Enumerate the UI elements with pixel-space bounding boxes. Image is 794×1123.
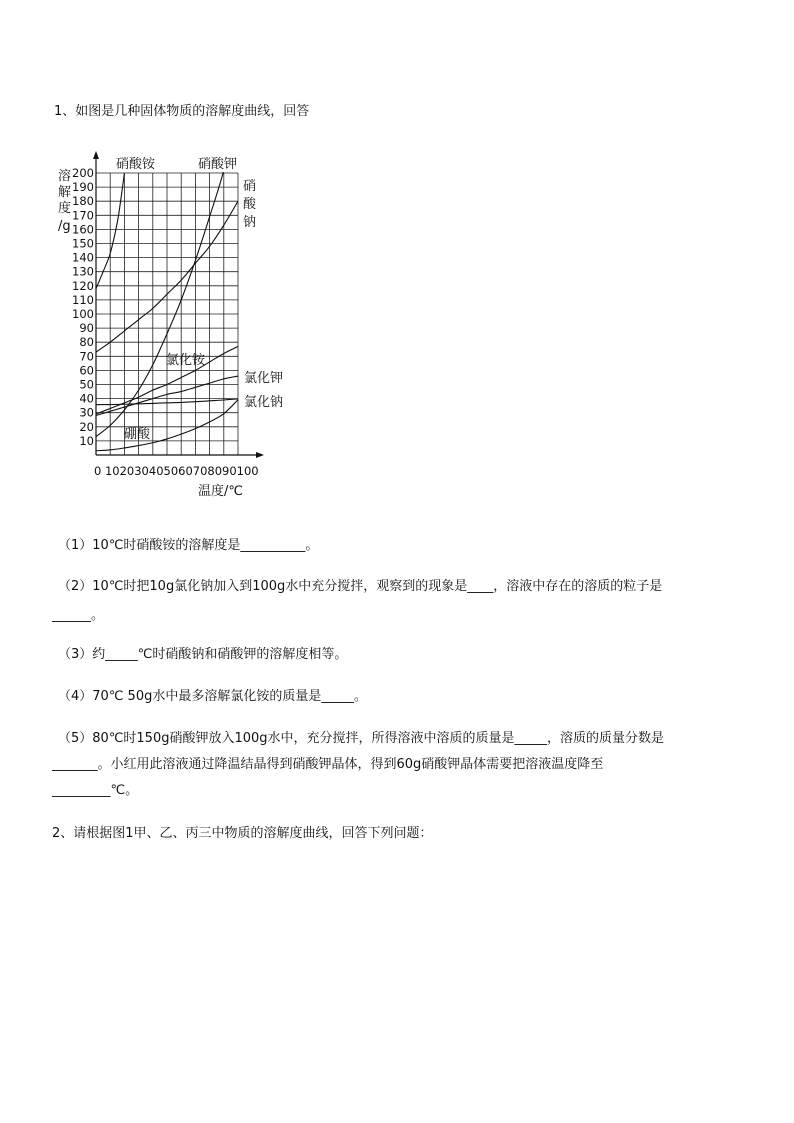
y-tick-label: 70 xyxy=(79,349,94,364)
y-tick-label: 10 xyxy=(79,433,94,448)
label-nano3-char: 硝 xyxy=(243,179,257,194)
label-nh4cl: 氯化铵 xyxy=(166,353,206,368)
question-1-part-5-cont: _______。小红用此溶液通过降温结晶得到硝酸钾晶体，得到60g硝酸钾晶体需要把溶液温度降至 xyxy=(52,757,604,772)
x-tick-labels: 0 102030405060708090100 xyxy=(94,464,259,478)
question-1-part-5: （5）80℃时150g硝酸钾放入100g水中，充分搅拌，所得溶液中溶质的质量是_____，溶质的质量分数是 xyxy=(58,731,665,746)
label-nh4no3: 硝酸铵 xyxy=(116,157,156,172)
y-tick-label: 90 xyxy=(79,321,94,336)
label-h3bo3: 硼酸 xyxy=(124,427,151,442)
curve-labels xyxy=(116,156,283,442)
x-axis-arrow xyxy=(256,452,264,458)
y-tick-label: 120 xyxy=(72,278,94,293)
question-2-stem: 2、请根据图1甲、乙、丙三中物质的溶解度曲线，回答下列问题： xyxy=(52,826,433,841)
chart-grid xyxy=(96,173,238,455)
y-axis-arrow xyxy=(93,151,99,159)
y-axis-label-char: 溶 xyxy=(58,169,72,184)
y-tick-label: 200 xyxy=(72,166,94,180)
y-tick-label: 40 xyxy=(79,391,94,406)
y-tick-label: 30 xyxy=(79,405,94,420)
y-axis-label xyxy=(58,168,71,234)
y-tick-label: 140 xyxy=(72,250,94,265)
label-nacl: 氯化钠 xyxy=(244,395,284,410)
x-axis-label: 温度/℃ xyxy=(198,484,243,499)
question-1-part-1: （1）10℃时硝酸铵的溶解度是__________。 xyxy=(58,538,319,553)
y-axis-label-char: /g xyxy=(58,219,71,234)
question-1-part-4: （4）70℃ 50g水中最多溶解氯化铵的质量是_____。 xyxy=(58,689,367,704)
label-nano3-char: 酸 xyxy=(243,197,257,212)
y-tick-label: 190 xyxy=(72,180,94,195)
label-kcl: 氯化钾 xyxy=(244,371,284,386)
y-tick-labels xyxy=(72,166,94,448)
y-tick-label: 150 xyxy=(72,236,94,251)
y-tick-label: 100 xyxy=(72,307,94,321)
y-tick-label: 60 xyxy=(79,363,94,378)
label-nano3-char: 钠 xyxy=(243,215,257,230)
question-1-part-2: （2）10℃时把10g氯化钠加入到100g水中充分搅拌，观察到的现象是____，溶液中存在的溶质的粒子是 xyxy=(58,579,663,594)
label-kno3: 硝酸钾 xyxy=(198,157,238,172)
solubility-chart xyxy=(50,148,310,508)
y-tick-label: 80 xyxy=(79,335,94,350)
y-tick-label: 20 xyxy=(79,419,94,434)
question-1-stem: 1、如图是几种固体物质的溶解度曲线，回答 xyxy=(54,104,310,119)
y-axis-label-char: 解 xyxy=(58,185,72,200)
y-tick-label: 110 xyxy=(72,292,94,307)
y-axis-label-char: 度 xyxy=(58,201,72,216)
question-1-part-3: （3）约_____℃时硝酸钠和硝酸钾的溶解度相等。 xyxy=(58,647,348,662)
y-tick-label: 170 xyxy=(72,208,94,223)
y-tick-label: 180 xyxy=(72,194,94,209)
y-tick-label: 130 xyxy=(72,264,94,279)
question-1-part-2-cont: ______。 xyxy=(52,608,105,623)
y-tick-label: 160 xyxy=(72,222,94,237)
y-tick-label: 50 xyxy=(79,377,94,392)
question-1-part-5-cont2: _________℃。 xyxy=(52,783,139,798)
